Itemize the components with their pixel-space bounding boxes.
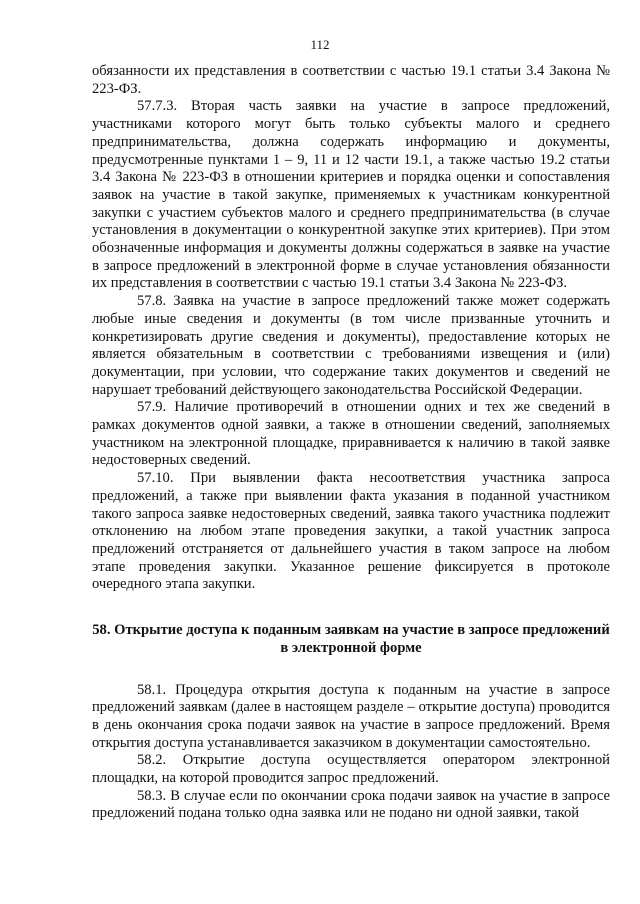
document-body <box>92 63 610 823</box>
section-heading-58: 58. Открытие доступа к поданным заявкам на участие в запросе предложений в электронной форме <box>92 622 610 656</box>
page-number: 112 <box>310 37 330 52</box>
paragraphs-after-heading <box>92 682 610 824</box>
paragraph-58-2: 58.2. Открытие доступа осуществляется оператором электронной площадки, на которой проводится запрос предложений. <box>92 752 610 787</box>
paragraphs-before-heading <box>92 63 610 594</box>
paragraph-58-3: 58.3. В случае если по окончании срока подачи заявок на участие в запросе предложений подана только одна заявка или не подано ни одной заявки, такой <box>92 787 610 822</box>
paragraph-57-7-3: 57.7.3. Вторая часть заявки на участие в запросе предложений, участниками которого могут быть только субъекты малого и среднего предпринимательства, должна содержать информацию и документы, предусмотренные пунктами 1 – 9, 11 и 12 части 19.1, а также частью 19.2 статьи 3.4 Закона № 223-ФЗ в отношении критериев и порядка оценки и сопоставления заявок на участие в такой закупке, применяемых к участникам конкурентной закупки с участием субъектов малого и среднего предпринимательства (в случае установления в документации о конкурентной закупке этих критериев). При этом обозначенные информация и документы должны содержаться в заявке на участие в запросе предложений в электронной форме в случае установления обязанности их представления в соответствии с частью 19.1 статьи 3.4 Закона № 223-ФЗ. <box>92 98 610 292</box>
paragraph-57-9: 57.9. Наличие противоречий в отношении одних и тех же сведений в рамках документов одной заявки, а также в отношении сведений, заполняемых участником на электронной площадке, приравнивается к наличию в такой заявке недостоверных сведений. <box>92 399 610 469</box>
paragraph-58-1: 58.1. Процедура открытия доступа к поданным на участие в запросе предложений заявкам (далее в настоящем разделе – открытие доступа) проводится в день окончания срока подачи заявок на участие в запросе предложений. Время открытия доступа устанавливается заказчиком в документации самостоятельно. <box>92 681 610 751</box>
paragraph: обязанности их представления в соответствии с частью 19.1 статьи 3.4 Закона № 223-ФЗ. <box>92 63 610 97</box>
paragraph-57-10: 57.10. При выявлении факта несоответствия участника запроса предложений, а также при выявлении факта указания в поданной участником такого запроса заявке недостоверных сведений, заявка такого участника подлежит отклонению на любом этапе проведения закупки, а такой участник запроса предложений отстраняется от дальнейшего участия в таком запросе на любом этапе проведения закупки. Указанное решение фиксируется в протоколе очередного этапа закупки. <box>92 470 610 593</box>
paragraph-57-8: 57.8. Заявка на участие в запросе предложений также может содержать любые иные сведения и документы (в том числе призванные уточнить и конкретизировать другие сведения и документы), предоставление которых не является обязательным в соответствии с требованиями извещения и (или) документации, при условии, что содержание таких документов и сведений не нарушает требований действующего законодательства Российской Федерации. <box>92 293 610 398</box>
